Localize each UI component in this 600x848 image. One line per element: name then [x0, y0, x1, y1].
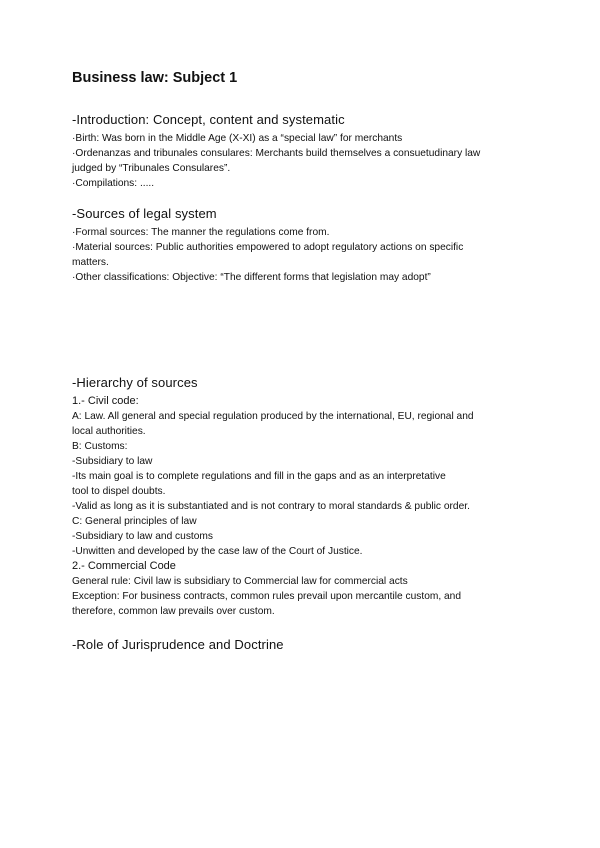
- section-heading: -Introduction: Concept, content and systematic: [72, 112, 345, 127]
- commercial-code-lines: [72, 574, 542, 619]
- text-line: -Its main goal is to complete regulations and fill in the gaps and as an interpretative: [72, 471, 446, 482]
- section-hierarchy: [72, 375, 542, 619]
- text-line: -Valid as long as it is substantiated and is not contrary to moral standards & public order.: [72, 501, 470, 512]
- subheading-civil-code: 1.- Civil code:: [72, 395, 139, 407]
- text-line: -Subsidiary to law and customs: [72, 531, 213, 542]
- text-line: General rule: Civil law is subsidiary to Commercial law for commercial acts: [72, 576, 408, 587]
- text-line: therefore, common law prevails over custom.: [72, 606, 275, 617]
- section-sources: [72, 206, 542, 285]
- text-line: matters.: [72, 257, 109, 268]
- text-line: B: Customs:: [72, 441, 128, 452]
- text-line: ·Formal sources: The manner the regulations come from.: [72, 227, 330, 238]
- text-line: ·Ordenanzas and tribunales consulares: Merchants build themselves a consuetudinary law: [72, 148, 481, 159]
- civil-code-lines: [72, 409, 542, 559]
- section-lines: [72, 131, 542, 191]
- section-heading: -Sources of legal system: [72, 206, 217, 221]
- text-line: A: Law. All general and special regulation produced by the international, EU, regional and: [72, 411, 474, 422]
- text-line: -Subsidiary to law: [72, 456, 153, 467]
- text-line: Exception: For business contracts, common rules prevail upon mercantile custom, and: [72, 591, 462, 602]
- section-introduction: [72, 112, 542, 191]
- text-line: C: General principles of law: [72, 516, 197, 527]
- text-line: ·Other classifications: Objective: “The different forms that legislation may adopt”: [72, 272, 431, 283]
- section-heading: -Role of Jurisprudence and Doctrine: [72, 637, 284, 652]
- text-line: ·Compilations: .....: [72, 178, 155, 189]
- section-jurisprudence: [72, 637, 542, 656]
- text-line: judged by “Tribunales Consulares”.: [72, 163, 231, 174]
- text-line: tool to dispel doubts.: [72, 486, 166, 497]
- section-lines: [72, 225, 542, 285]
- section-heading: -Hierarchy of sources: [72, 375, 198, 390]
- document-title: Business law: Subject 1: [72, 70, 238, 86]
- subheading-commercial-code: 2.- Commercial Code: [72, 560, 176, 572]
- text-line: local authorities.: [72, 426, 146, 437]
- text-line: ·Material sources: Public authorities empowered to adopt regulatory actions on specific: [72, 242, 464, 253]
- text-line: -Unwitten and developed by the case law of the Court of Justice.: [72, 546, 363, 557]
- text-line: ·Birth: Was born in the Middle Age (X-XI) as a “special law” for merchants: [72, 133, 403, 144]
